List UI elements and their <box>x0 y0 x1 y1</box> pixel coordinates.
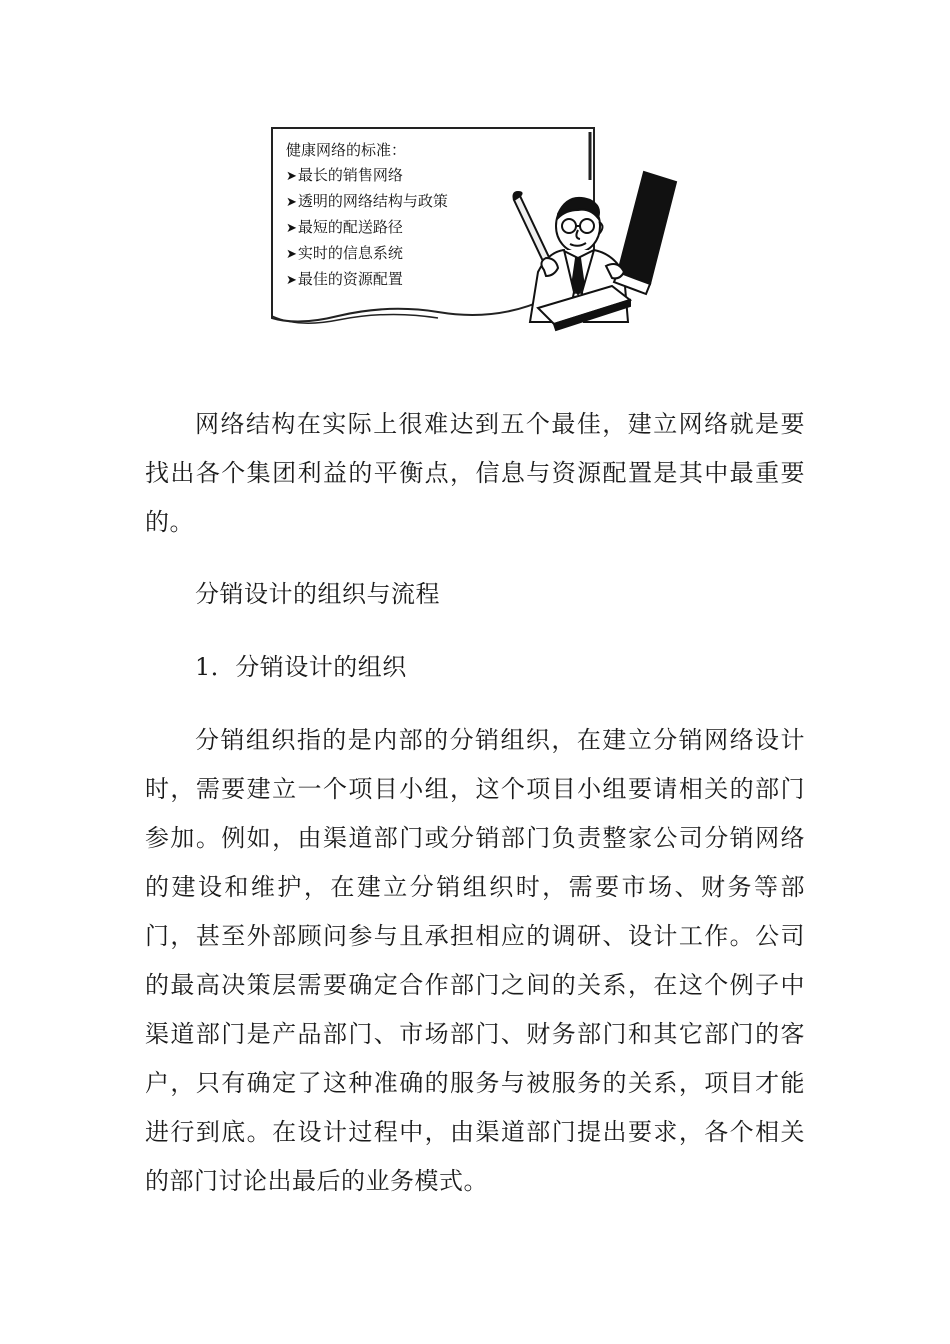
note-item-label: 透明的网络结构与政策 <box>297 192 448 210</box>
note-item <box>286 267 448 293</box>
note-item-label: 最长的销售网络 <box>297 166 403 184</box>
note-item-label: 实时的信息系统 <box>297 244 403 262</box>
note-item <box>286 189 448 215</box>
section-heading: 分销设计的组织与流程 <box>195 580 440 608</box>
paragraph-network-balance: 网络结构在实际上很难达到五个最佳，建立网络就是要找出各个集团利益的平衡点，信息与资源配置是其中最重要的。 <box>145 410 805 536</box>
network-standards-figure <box>268 122 688 334</box>
arrow-bullet-icon: ➤ <box>286 273 297 288</box>
subsection-heading: 1．分销设计的组织 <box>195 653 407 681</box>
arrow-bullet-icon: ➤ <box>286 169 297 184</box>
arrow-bullet-icon: ➤ <box>286 247 297 262</box>
note-item-label: 最佳的资源配置 <box>297 270 403 288</box>
note-item <box>286 241 448 267</box>
arrow-bullet-icon: ➤ <box>286 195 297 210</box>
note-item <box>286 215 448 241</box>
note-heading: 健康网络的标准： <box>286 141 407 159</box>
note-item-label: 最短的配送路径 <box>297 218 403 236</box>
paragraph-distribution-organization: 分销组织指的是内部的分销组织，在建立分销网络设计时，需要建立一个项目小组，这个项目小组要请相关的部门参加。例如，由渠道部门或分销部门负责整家公司分销网络的建设和维护，在建立分销组织时，需要市场、财务等部门，甚至外部顾问参与且承担相应的调研、设计工作。公司的最高决策层需要确定合作部门之间的关系，在这个例子中渠道部门是产品部门、市场部门、财务部门和其它部门的客户，只有确定了这种准确的服务与被服务的关系，项目才能进行到底。在设计过程中，由渠道部门提出要求，各个相关的部门讨论出最后的业务模式。 <box>145 726 805 1195</box>
note-content <box>286 138 448 293</box>
note-item <box>286 163 448 189</box>
arrow-bullet-icon: ➤ <box>286 221 297 236</box>
